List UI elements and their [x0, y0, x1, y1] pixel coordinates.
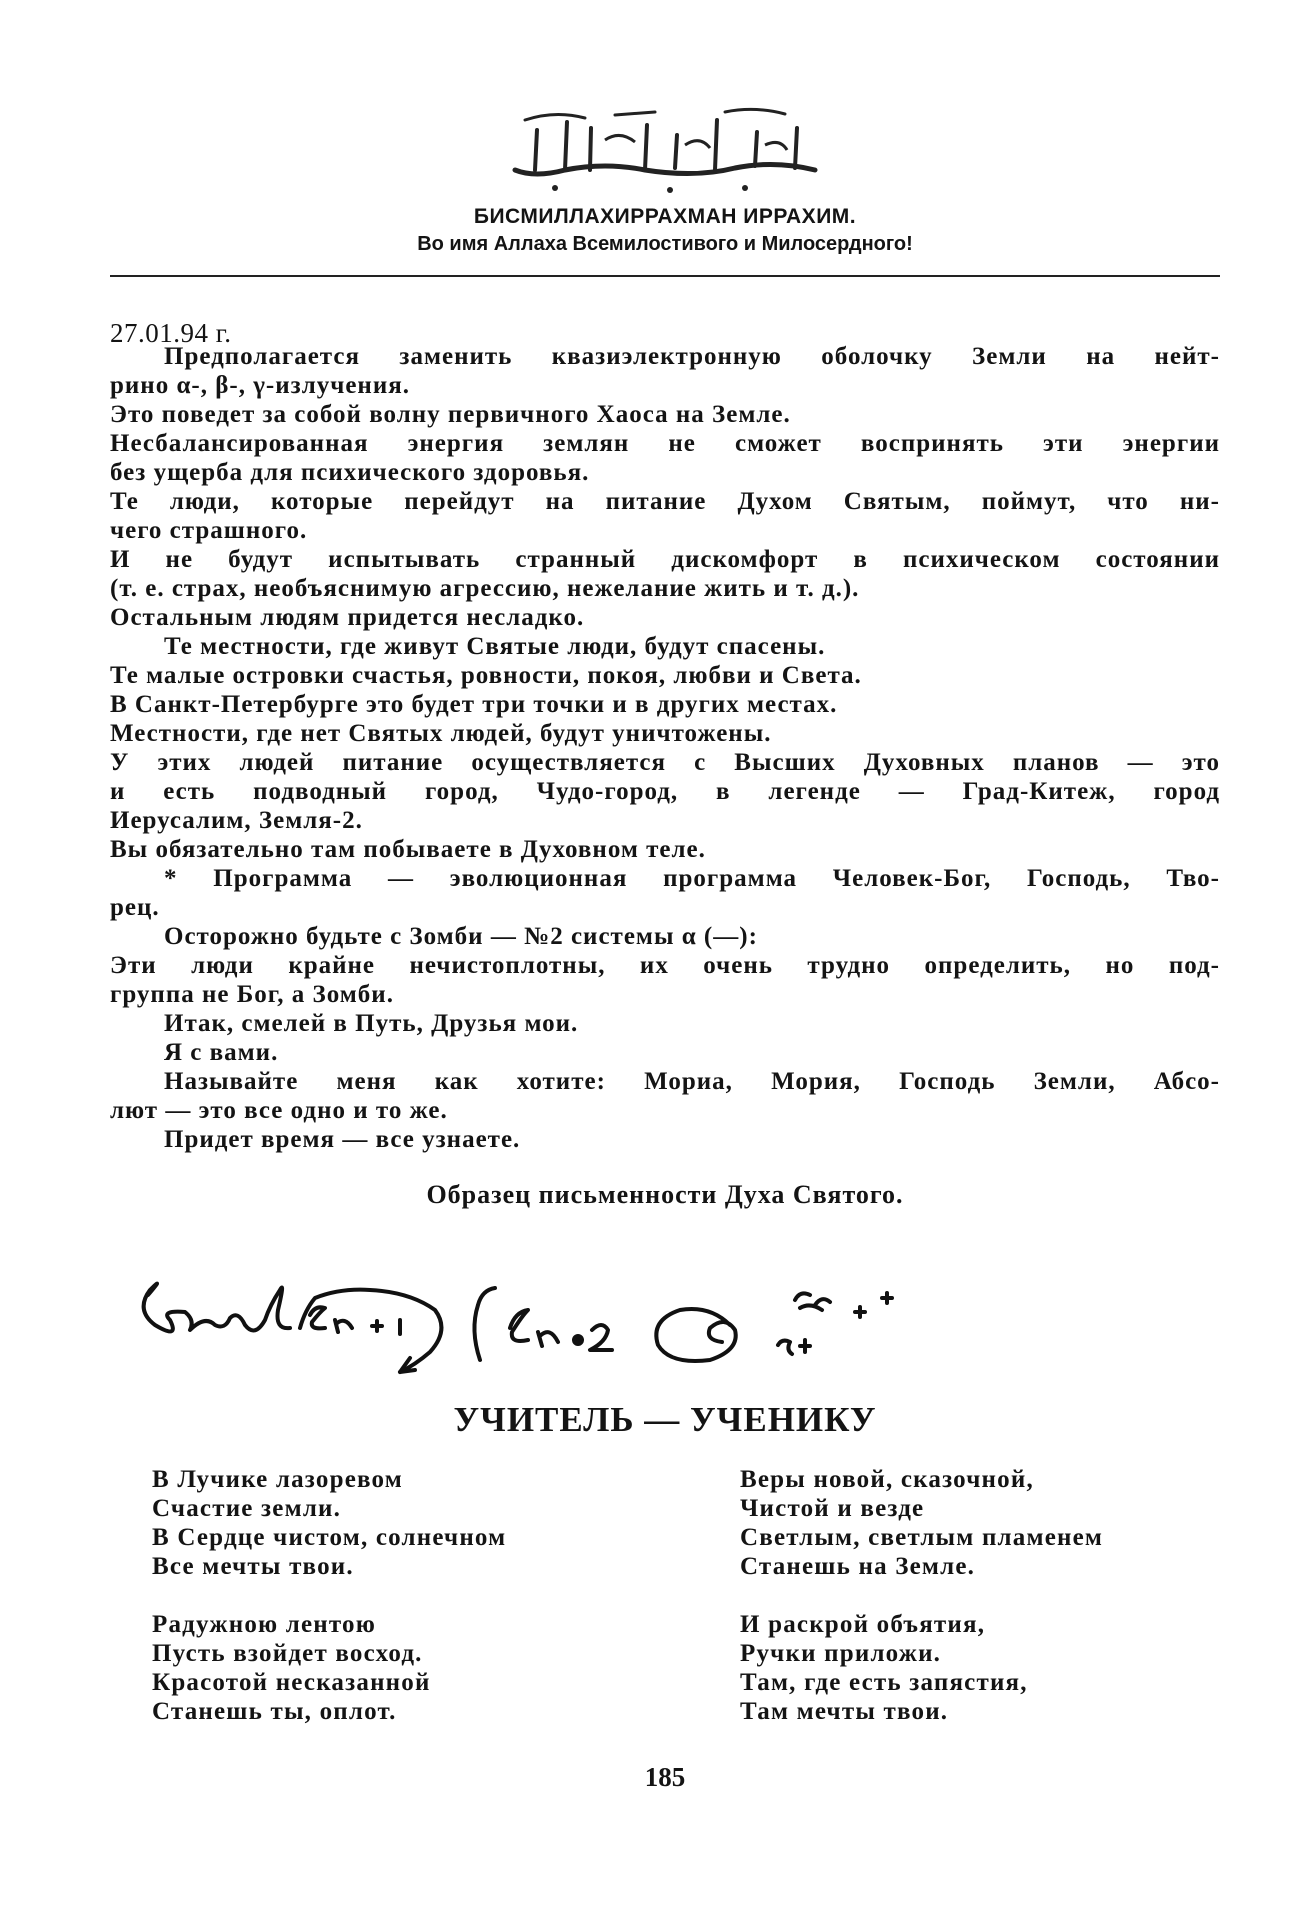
bismillah-calligraphy — [110, 100, 1220, 200]
poem-line: Пусть взойдет восход. — [152, 1640, 423, 1667]
body-line: Несбалансированная энергия землян не сможет воспринять эти энергии — [110, 430, 1220, 457]
body-line: чего страшного. — [110, 517, 308, 544]
body-line: Местности, где нет Святых людей, будут уничтожены. — [110, 720, 772, 747]
body-line: Те малые островки счастья, ровности, покоя, любви и Света. — [110, 662, 862, 689]
body-line: В Санкт-Петербурге это будет три точки и в других местах. — [110, 691, 838, 718]
body-line: рец. — [110, 894, 160, 921]
poem-line: И раскрой объятия, — [740, 1611, 986, 1638]
page-number: 185 — [644, 1762, 686, 1792]
body-line: Иерусалим, Земля-2. — [110, 807, 363, 834]
page — [110, 0, 1220, 1920]
poem-stanza — [152, 1465, 506, 1581]
poem-line: Там мечты твои. — [740, 1698, 949, 1725]
body-line: без ущерба для психического здоровья. — [110, 459, 590, 486]
poem-right-column — [740, 1465, 1103, 1755]
sample-caption: Образец письменности Духа Святого. — [426, 1180, 904, 1209]
body-line: Те люди, которые перейдут на питание Духом Святым, поймут, что ни- — [110, 488, 1220, 515]
poem-line: Все мечты твои. — [152, 1553, 354, 1580]
body-line: Итак, смелей в Путь, Друзья мои. — [164, 1010, 579, 1037]
body-line: Остальным людям придется несладко. — [110, 604, 585, 631]
poem-line: Там, где есть запястия, — [740, 1669, 1028, 1696]
body-line: У этих людей питание осуществляется с Высших Духовных планов — это — [110, 749, 1220, 776]
bismillah-calligraphy-image — [495, 100, 835, 200]
body-line: (т. е. страх, необъяснимую агрессию, нежелание жить и т. д.). — [110, 575, 860, 602]
poem-left-column — [152, 1465, 506, 1755]
poem-line: Красотой несказанной — [152, 1669, 431, 1696]
body-line: Я с вами. — [164, 1039, 279, 1066]
handwriting-sample-image — [110, 1250, 1220, 1390]
poem-line: Чистой и везде — [740, 1495, 925, 1522]
body-line: Эти люди крайне нечистоплотны, их очень трудно определить, но под- — [110, 952, 1220, 979]
poem-line: Станешь на Земле. — [740, 1553, 976, 1580]
body-line: И не будут испытывать странный дискомфорт в психическом состоянии — [110, 546, 1220, 573]
poem-line: Станешь ты, оплот. — [152, 1698, 397, 1725]
body-text — [110, 342, 1220, 1154]
body-line: Это поведет за собой волну первичного Хаоса на Земле. — [110, 401, 791, 428]
poem-line: В Лучике лазоревом — [152, 1466, 403, 1493]
body-line: Предполагается заменить квазиэлектронную оболочку Земли на нейт- — [164, 343, 1220, 370]
header-translation: Во имя Аллаха Всемилостивого и Милосердного! — [417, 233, 913, 255]
poem-stanza — [740, 1465, 1103, 1581]
date: 27.01.94 г. — [110, 318, 232, 348]
body-line: Вы обязательно там побываете в Духовном теле. — [110, 836, 706, 863]
poem-line: В Сердце чистом, солнечном — [152, 1524, 507, 1551]
poem-line: Радужною лентою — [152, 1611, 377, 1638]
poem-title: УЧИТЕЛЬ — УЧЕНИКУ — [453, 1400, 877, 1439]
poem-line: Ручки приложи. — [740, 1640, 942, 1667]
handwriting-sample — [110, 1250, 1220, 1390]
body-line: Придет время — все узнаете. — [164, 1126, 521, 1153]
poem-stanza — [740, 1610, 1103, 1726]
body-line: группа не Бог, а Зомби. — [110, 981, 394, 1008]
poem-line: Счастие земли. — [152, 1495, 342, 1522]
body-line: лют — это все одно и то же. — [110, 1097, 448, 1124]
body-line: Называйте меня как хотите: Мориа, Мория, Господь Земли, Абсо- — [164, 1068, 1220, 1095]
body-line: * Программа — эволюционная программа Человек-Бог, Господь, Тво- — [164, 865, 1220, 892]
body-line: Осторожно будьте с Зомби — №2 системы α (—): — [164, 923, 758, 950]
poem-line: Веры новой, сказочной, — [740, 1466, 1034, 1493]
body-line: и есть подводный город, Чудо-город, в легенде — Град-Китеж, город — [110, 778, 1220, 805]
poem-line: Светлым, светлым пламенем — [740, 1524, 1104, 1551]
poem-stanza — [152, 1610, 506, 1726]
header-transliteration: БИСМИЛЛАХИРРАХМАН ИРРАХИМ. — [473, 205, 857, 228]
header-divider — [110, 275, 1220, 277]
body-line: Те местности, где живут Святые люди, будут спасены. — [164, 633, 826, 660]
body-line: рино α-, β-, γ-излучения. — [110, 372, 411, 399]
